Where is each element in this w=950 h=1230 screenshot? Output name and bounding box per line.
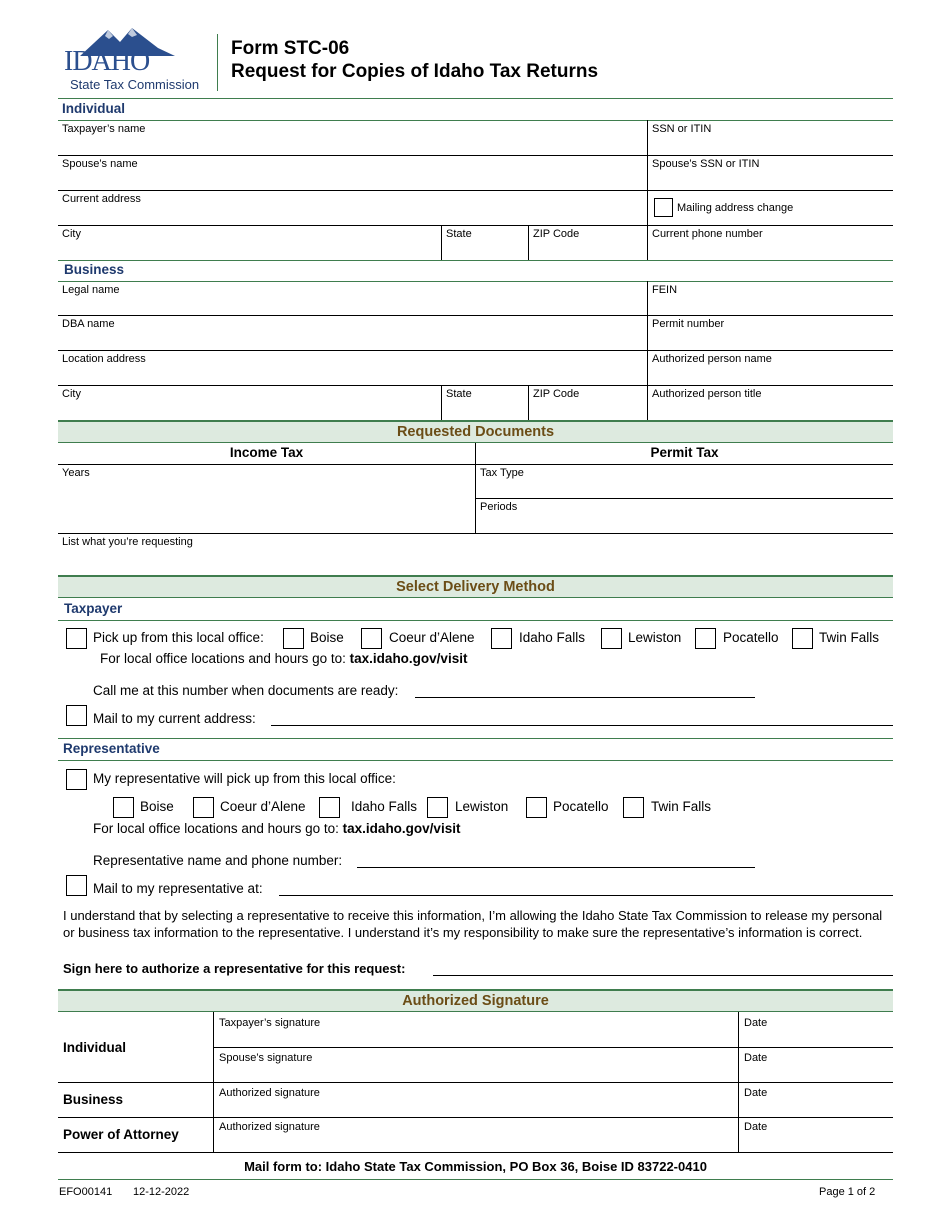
form-title: Request for Copies of Idaho Tax Returns [231,61,599,82]
rep-office-lewiston-checkbox[interactable] [427,797,448,818]
divider [647,120,648,260]
sign-rep-input[interactable] [433,975,893,976]
business-heading: Business [64,262,125,277]
divider [58,98,893,99]
call-me-label: Call me at this number when documents are ready: [93,683,399,698]
rep-office-twin-falls-checkbox[interactable] [623,797,644,818]
taxpayer-heading: Taxpayer [64,601,123,616]
sig-poa-label: Power of Attorney [63,1127,179,1142]
city-field[interactable]: City [62,228,81,240]
divider [58,738,893,739]
mail-current-label: Mail to my current address: [93,711,256,726]
divider [58,315,893,316]
rep-name-phone-label: Representative name and phone number: [93,853,343,868]
business-date-field[interactable]: Date [744,1087,768,1099]
requested-documents-band: Requested Documents [58,420,893,443]
mail-rep-input[interactable] [279,895,893,896]
footer-page: Page 1 of 2 [819,1186,876,1198]
taxpayer-pickup-label: Pick up from this local office: [93,630,264,645]
divider [58,1152,893,1153]
poa-signature-field[interactable]: Authorized signature [219,1121,320,1133]
taxpayer-pickup-checkbox[interactable] [66,628,87,649]
dba-name-field[interactable]: DBA name [62,318,115,330]
mail-rep-label: Mail to my representative at: [93,881,263,896]
rep-name-phone-input[interactable] [357,867,755,868]
list-requesting-field[interactable]: List what you’re requesting [62,536,193,548]
office-pocatello-checkbox[interactable] [695,628,716,649]
divider [58,120,893,121]
divider [58,225,893,226]
current-address-field[interactable]: Current address [62,193,141,205]
divider [441,225,442,260]
rep-pickup-checkbox[interactable] [66,769,87,790]
divider [475,443,476,534]
rep-pickup-label: My representative will pick up from this local office: [93,771,396,786]
office-idaho-falls-label: Idaho Falls [519,630,586,645]
mail-current-checkbox[interactable] [66,705,87,726]
poa-date-field[interactable]: Date [744,1121,768,1133]
footer-date: 12-12-2022 [133,1186,190,1198]
income-tax-heading: Income Tax [229,445,304,460]
logo [60,24,210,94]
business-city-field[interactable]: City [62,388,81,400]
rep-office-idaho-falls-label: Idaho Falls [351,799,418,814]
divider [58,155,893,156]
call-me-input[interactable] [415,697,755,698]
sig-individual-label: Individual [63,1040,127,1055]
spouse-date-field[interactable]: Date [744,1052,768,1064]
taxpayer-date-field[interactable]: Date [744,1017,768,1029]
business-zip-field[interactable]: ZIP Code [533,388,580,400]
divider [528,385,529,420]
office-coeur-dalene-checkbox[interactable] [361,628,382,649]
periods-field[interactable]: Periods [480,501,518,513]
location-address-field[interactable]: Location address [62,353,146,365]
divider [58,1179,893,1180]
rep-office-boise-label: Boise [140,799,174,814]
individual-heading: Individual [62,101,126,116]
office-pocatello-label: Pocatello [723,630,779,645]
logo-subtitle: State Tax Commission [70,77,200,92]
divider [58,533,893,534]
fein-field[interactable]: FEIN [652,284,678,296]
rep-office-twin-falls-label: Twin Falls [651,799,712,814]
rep-office-boise-checkbox[interactable] [113,797,134,818]
office-boise-checkbox[interactable] [283,628,304,649]
authorized-signature-band: Authorized Signature [58,989,893,1012]
office-lewiston-checkbox[interactable] [601,628,622,649]
permit-number-field[interactable]: Permit number [652,318,725,330]
divider [58,1117,893,1118]
rep-office-pocatello-checkbox[interactable] [526,797,547,818]
divider [58,385,893,386]
divider [441,385,442,420]
legal-name-field[interactable]: Legal name [62,284,120,296]
divider [58,281,893,282]
form-number: Form STC-06 [231,38,350,59]
rep-locations-link[interactable]: tax.idaho.gov/visit [342,821,461,836]
spouse-ssn-field[interactable]: Spouse’s SSN or ITIN [652,158,760,170]
locations-link[interactable]: tax.idaho.gov/visit [349,651,468,666]
rep-office-coeur-dalene-checkbox[interactable] [193,797,214,818]
office-idaho-falls-checkbox[interactable] [491,628,512,649]
taxpayer-name-field[interactable]: Taxpayer’s name [62,123,146,135]
representative-heading: Representative [63,741,160,756]
auth-person-title-field[interactable]: Authorized person title [652,388,762,400]
mail-to-text: Mail form to: Idaho State Tax Commission, PO Box 36, Boise ID 83722-0410 [244,1159,707,1174]
tax-type-field[interactable]: Tax Type [480,467,524,479]
delivery-method-band: Select Delivery Method [58,575,893,598]
divider [213,1047,893,1048]
locations-prefix: For local office locations and hours go to: [100,651,346,666]
office-lewiston-label: Lewiston [628,630,682,645]
divider [528,225,529,260]
divider [58,760,893,761]
rep-office-lewiston-label: Lewiston [455,799,509,814]
zip-field[interactable]: ZIP Code [533,228,580,240]
rep-locations-prefix: For local office locations and hours go to: [93,821,339,836]
office-twin-falls-checkbox[interactable] [792,628,813,649]
business-state-field[interactable]: State [446,388,472,400]
taxpayer-signature-field[interactable]: Taxpayer’s signature [219,1017,321,1029]
office-twin-falls-label: Twin Falls [819,630,880,645]
divider [476,498,893,499]
sig-business-label: Business [63,1092,124,1107]
permit-tax-heading: Permit Tax [650,445,719,460]
state-field[interactable]: State [446,228,472,240]
rep-office-coeur-dalene-label: Coeur d’Alene [220,799,306,814]
years-field[interactable]: Years [62,467,90,479]
divider [58,260,893,261]
divider [647,281,648,420]
taxpayer-locations-text [100,651,467,666]
office-coeur-dalene-label: Coeur d’Alene [389,630,475,645]
office-boise-label: Boise [310,630,344,645]
header-divider [217,34,218,91]
rep-office-idaho-falls-checkbox[interactable] [319,797,340,818]
business-signature-field[interactable]: Authorized signature [219,1087,320,1099]
mailing-change-checkbox[interactable] [654,198,673,217]
ssn-field[interactable]: SSN or ITIN [652,123,712,135]
spouse-signature-field[interactable]: Spouse’s signature [219,1052,313,1064]
spouse-name-field[interactable]: Spouse’s name [62,158,138,170]
footer-form-code: EFO00141 [59,1186,113,1198]
divider [58,350,893,351]
phone-field[interactable]: Current phone number [652,228,763,240]
mail-rep-checkbox[interactable] [66,875,87,896]
divider [58,1082,893,1083]
rep-locations-text [93,821,460,836]
sign-rep-label: Sign here to authorize a representative for this request: [63,961,406,976]
divider [58,190,893,191]
divider [58,620,893,621]
logo-word: IDAHO [64,46,150,77]
mail-current-input[interactable] [271,725,893,726]
rep-office-pocatello-label: Pocatello [553,799,609,814]
disclaimer-text: I understand that by selecting a representative to receive this information, I’m allowing the Idaho State Tax Commission to release my personal or business tax information to the representative. I understand it’s my responsibility to make sure the representative’s information is correct. [63,908,883,940]
mailing-change-label: Mailing address change [677,202,794,214]
auth-person-name-field[interactable]: Authorized person name [652,353,772,365]
